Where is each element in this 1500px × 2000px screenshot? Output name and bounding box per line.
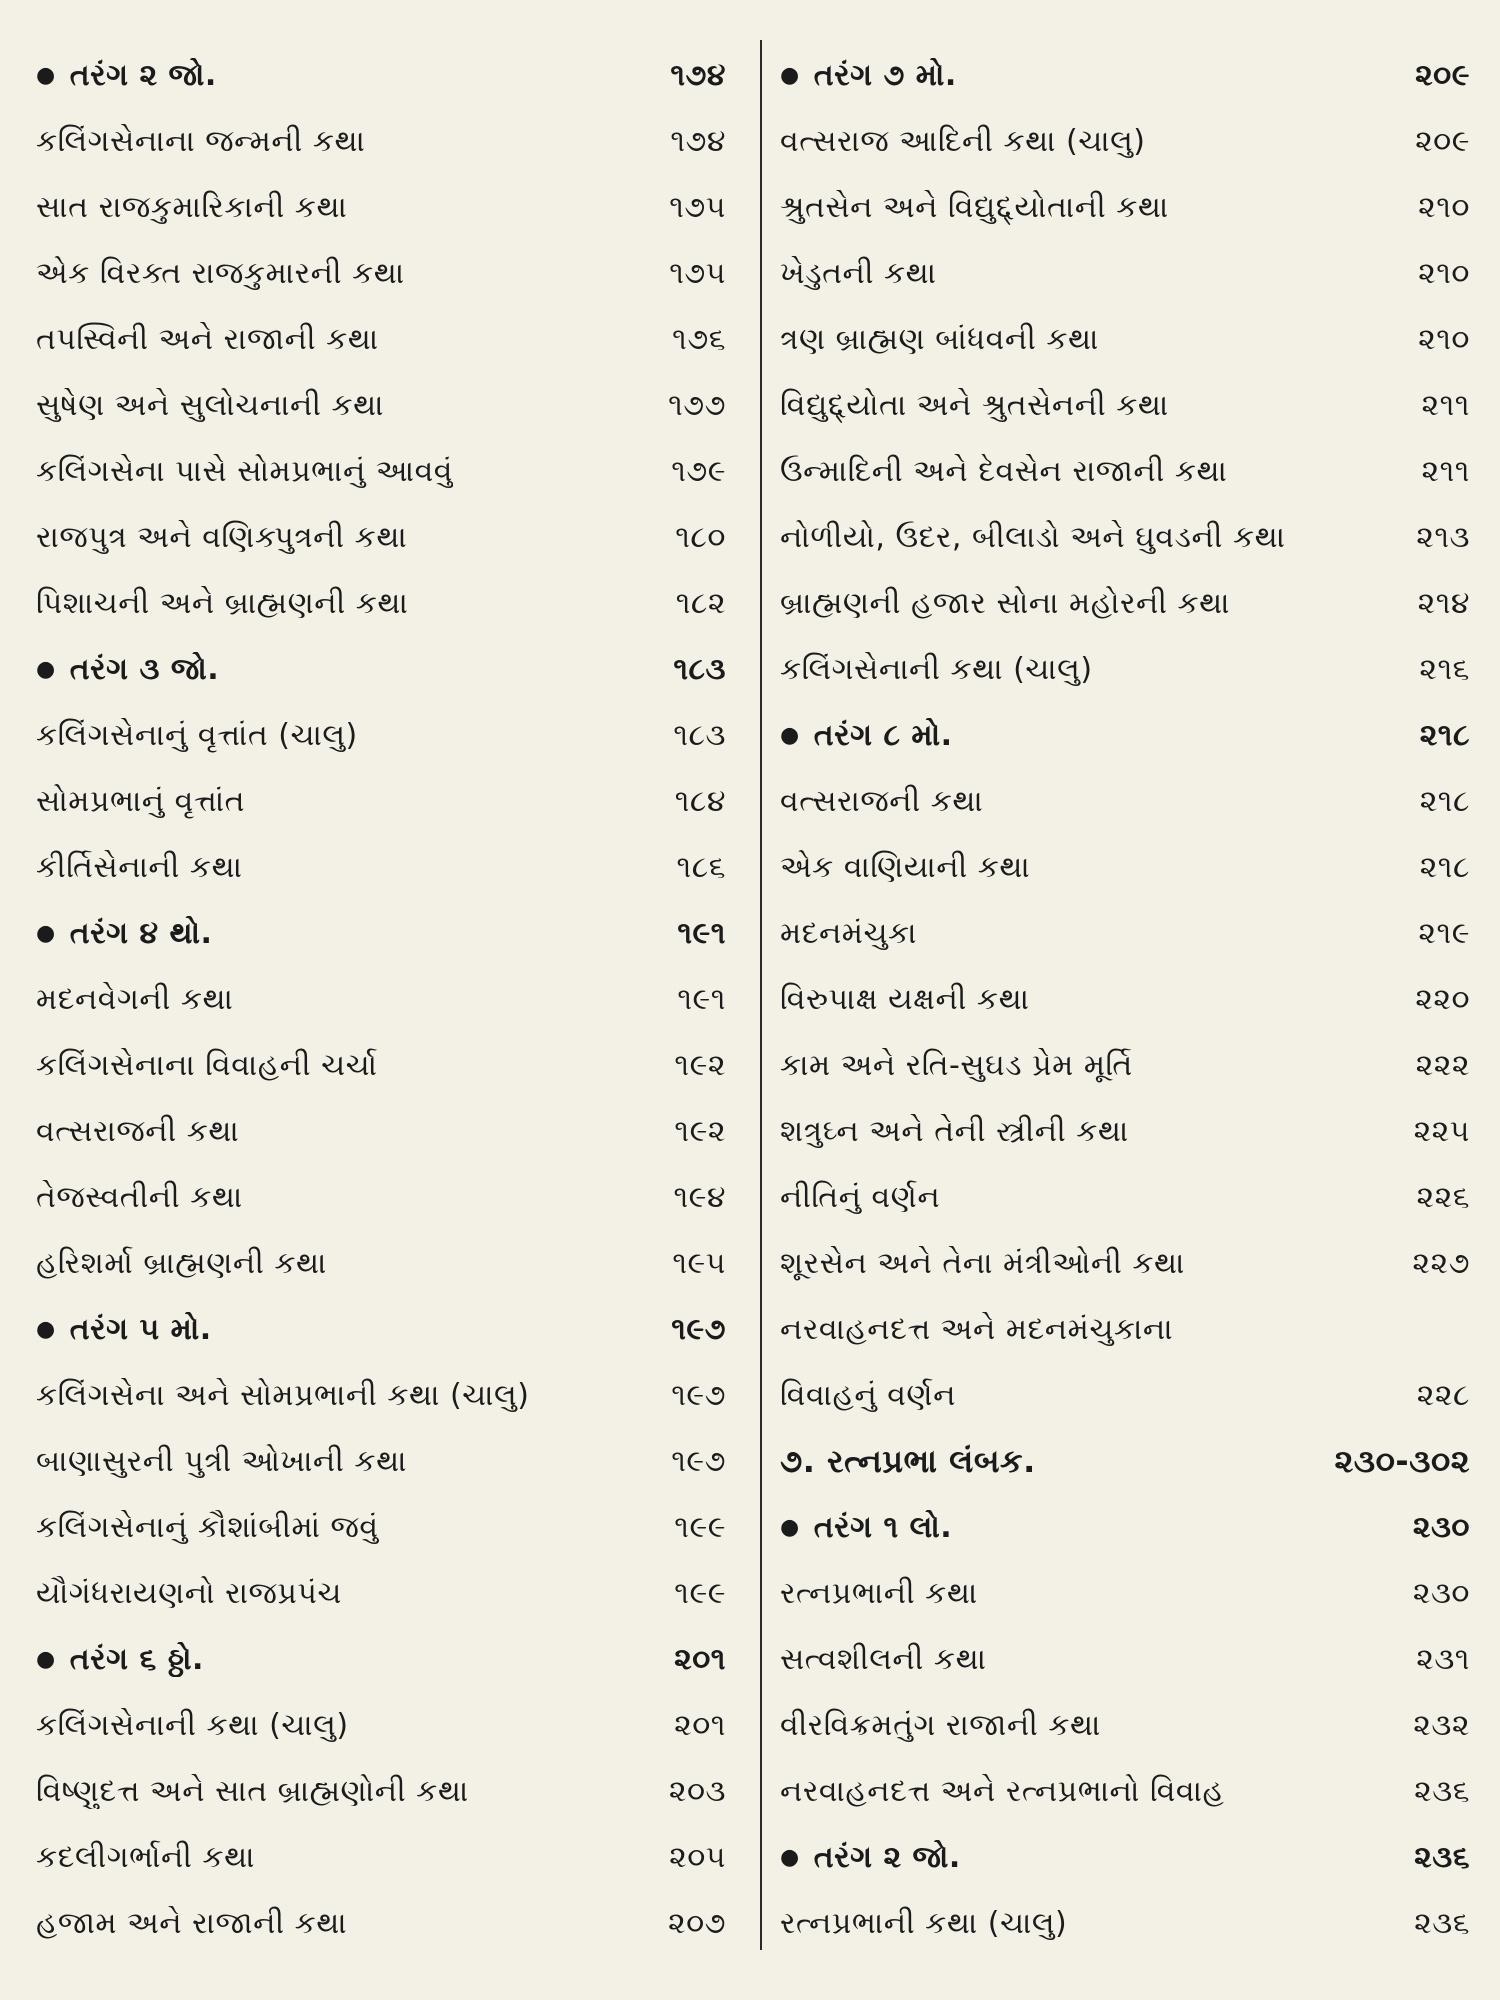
page-number: ૨૩૬ [1414, 1905, 1470, 1941]
entry-title: રત્નપ્રભાની કથા [780, 1575, 978, 1611]
entry-title: ● તરંગ ૩ જો. [36, 652, 219, 687]
page-number: ૨૦૧ [674, 1707, 726, 1743]
page-number: ૧૮૩ [673, 717, 726, 753]
contents-entry [780, 438, 1470, 504]
page-number: ૨૦૯ [1415, 123, 1470, 159]
page-number: ૧૮૪ [674, 783, 726, 819]
page-number: ૧૯૯ [674, 1509, 726, 1545]
contents-entry [780, 240, 1470, 306]
entry-title: સાત રાજકુમારિકાની કથા [36, 189, 348, 225]
right-column [780, 42, 1470, 1956]
page-number: ૨૨૨ [1415, 1047, 1470, 1083]
entry-title: ૭. રત્નપ્રભા લંબક. [780, 1441, 1036, 1480]
page-number: ૨૩૧ [1416, 1641, 1470, 1677]
page-number: ૧૯૨ [674, 1047, 726, 1083]
page-number: ૨૩૦-૩૦૨ [1334, 1441, 1470, 1480]
contents-entry [36, 438, 726, 504]
contents-entry [36, 306, 726, 372]
contents-entry [780, 1692, 1470, 1758]
entry-title: રાજપુત્ર અને વણિક્પુત્રની કથા [36, 519, 408, 555]
page-number: ૨૨૬ [1416, 1179, 1470, 1215]
contents-entry [780, 1362, 1470, 1428]
entry-title: બ્રાહ્મણની હજાર સોના મહોરની કથા [780, 585, 1231, 621]
page-number: ૨૧૦ [1418, 321, 1470, 357]
entry-title: કલિંગસેનાનું કૌશાંબીમાં જવું [36, 1509, 379, 1545]
page-number: ૨૧૧ [1421, 387, 1470, 423]
contents-entry [36, 1032, 726, 1098]
entry-title: શ્રુતસેન અને વિદ્યુદ્દ્યોતાની કથા [780, 189, 1169, 225]
page-number: ૧૭૪ [670, 123, 726, 159]
entry-title: રત્નપ્રભાની કથા (ચાલુ) [780, 1905, 1068, 1941]
taranga-heading [36, 1626, 726, 1692]
page-number: ૧૭૭ [668, 387, 726, 423]
entry-title: વત્સરાજ આદિની કથા (ચાલુ) [780, 123, 1146, 159]
page-number: ૨૧૬ [1419, 651, 1470, 687]
entry-title: ખેડુતની કથા [780, 255, 937, 291]
entry-title: તપસ્વિની અને રાજાની કથા [36, 321, 379, 357]
entry-title: કલિંગસેનાના વિવાહની ચર્ચા [36, 1047, 378, 1083]
contents-entry [36, 174, 726, 240]
contents-entry [780, 1560, 1470, 1626]
page-number: ૨૧૧ [1421, 453, 1470, 489]
page-number: ૧૯૭ [671, 1443, 726, 1479]
contents-entry [36, 108, 726, 174]
page-number: ૨૨૫ [1413, 1113, 1470, 1149]
entry-title: ● તરંગ ૨ જો. [780, 1840, 961, 1875]
page-number: ૨૧૮ [1419, 717, 1470, 753]
entry-title: સત્વશીલની કથા [780, 1641, 987, 1677]
page-number: ૧૯૭ [671, 1311, 726, 1347]
entry-title: વિદ્યુદ્દ્યોતા અને શ્રુતસેનની કથા [780, 387, 1169, 423]
entry-title: મદનમંચુકા [780, 915, 918, 951]
page-number: ૨૩૬ [1414, 1773, 1470, 1809]
page-number: ૨૧૦ [1418, 255, 1470, 291]
contents-entry [36, 1428, 726, 1494]
page-number: ૧૯૫ [672, 1245, 726, 1281]
contents-entry [780, 834, 1470, 900]
entry-title: સુષેણ અને સુલોચનાની કથા [36, 387, 384, 423]
contents-entry [36, 570, 726, 636]
page-number: ૨૧૪ [1417, 585, 1470, 621]
entry-title: બાણાસુરની પુત્રી ઓખાની કથા [36, 1443, 407, 1479]
entry-title: વત્સરાજની કથા [780, 783, 984, 819]
contents-entry [780, 1032, 1470, 1098]
entry-title: ● તરંગ ૬ ઠ્ઠો. [36, 1642, 204, 1677]
entry-title: તેજસ્વતીની કથા [36, 1179, 243, 1215]
contents-entry [36, 240, 726, 306]
contents-entry [36, 1098, 726, 1164]
entry-title: નરવાહનદત્ત અને મદનમંચુકાના [780, 1311, 1174, 1347]
entry-title: નોળીયો, ઉંદર, બીલાડો અને ઘુવડની કથા [780, 519, 1286, 555]
page-number: ૨૧૯ [1418, 915, 1470, 951]
contents-entry [36, 1230, 726, 1296]
left-column [36, 42, 726, 1956]
contents-entry [36, 768, 726, 834]
taranga-heading [36, 636, 726, 702]
entry-title: કલિંગસેનાની કથા (ચાલુ) [780, 651, 1093, 687]
contents-entry [36, 504, 726, 570]
contents-entry [780, 1230, 1470, 1296]
page-number: ૨૩૨ [1413, 1707, 1470, 1743]
contents-entry [780, 900, 1470, 966]
page-number: ૧૮૦ [675, 519, 726, 555]
taranga-heading [780, 1494, 1470, 1560]
entry-title: ● તરંગ ૫ મો. [36, 1312, 212, 1347]
entry-title: હજામ અને રાજાની કથા [36, 1905, 348, 1941]
page-number: ૨૧૮ [1419, 849, 1470, 885]
contents-entry [36, 372, 726, 438]
entry-title: ● તરંગ ૮ મો. [780, 718, 952, 753]
contents-entry [36, 1362, 726, 1428]
page-number: ૧૯૭ [671, 1377, 726, 1413]
entry-title: વિષ્ણુદત્ત અને સાત બ્રાહ્મણોની કથા [36, 1773, 469, 1809]
entry-title: મદનવેગની કથા [36, 981, 234, 1017]
taranga-heading [780, 42, 1470, 108]
entry-title: નીતિનું વર્ણન [780, 1179, 941, 1215]
page-number: ૧૯૧ [677, 981, 726, 1017]
page-number: ૨૦૫ [669, 1839, 726, 1875]
entry-title: વત્સરાજની કથા [36, 1113, 240, 1149]
column-divider [760, 40, 762, 1950]
contents-entry [780, 966, 1470, 1032]
contents-entry [780, 1164, 1470, 1230]
contents-entry [780, 1890, 1470, 1956]
page-number: ૨૦૩ [668, 1773, 726, 1809]
page-number: ૧૭૫ [669, 189, 726, 225]
contents-entry [780, 174, 1470, 240]
entry-title: હરિશર્મા બ્રાહ્મણની કથા [36, 1245, 327, 1281]
taranga-heading [36, 1296, 726, 1362]
page-number: ૨૩૦ [1412, 1575, 1470, 1611]
page-number: ૧૮૬ [676, 849, 726, 885]
page-number: ૨૧૮ [1419, 783, 1470, 819]
contents-entry [780, 768, 1470, 834]
page-number: ૧૯૯ [674, 1575, 726, 1611]
page-number: ૧૯૨ [674, 1113, 726, 1149]
entry-title: ઉન્માદિની અને દેવસેન રાજાની કથા [780, 453, 1228, 489]
entry-title: કલિંગસેના અને સોમપ્રભાની કથા (ચાલુ) [36, 1377, 530, 1413]
entry-title: એક વિરક્ત રાજકુમારની કથા [36, 255, 405, 291]
contents-entry [36, 1824, 726, 1890]
page-number: ૧૭૪ [670, 57, 726, 93]
contents-entry [36, 1692, 726, 1758]
contents-entry [780, 306, 1470, 372]
entry-title: કલિંગસેનાની કથા (ચાલુ) [36, 1707, 349, 1743]
page-number: ૧૯૪ [673, 1179, 726, 1215]
contents-entry [780, 1626, 1470, 1692]
page-number: ૨૨૦ [1415, 981, 1470, 1017]
contents-entry [780, 636, 1470, 702]
page-number: ૨૩૦ [1412, 1509, 1470, 1545]
page-number: ૧૯૧ [677, 915, 726, 951]
entry-title: શત્રુઘ્ન અને તેની સ્ત્રીની કથા [780, 1113, 1129, 1149]
entry-title: ● તરંગ ૭ મો. [780, 58, 957, 93]
entry-title: વિરુપાક્ષ યક્ષની કથા [780, 981, 1030, 1017]
contents-entry [36, 966, 726, 1032]
taranga-heading [36, 42, 726, 108]
contents-entry [780, 1758, 1470, 1824]
page-number: ૧૮૩ [673, 651, 726, 687]
entry-title: કલિંગસેના પાસે સોમપ્રભાનું આવવું [36, 453, 453, 489]
page-number: ૨૦૯ [1415, 57, 1470, 93]
page-number: ૧૭૯ [671, 453, 726, 489]
taranga-heading [780, 702, 1470, 768]
page-number: ૨૧૦ [1418, 189, 1470, 225]
contents-entry [780, 1098, 1470, 1164]
entry-title: કીર્તિસેનાની કથા [36, 849, 243, 885]
contents-entry [36, 1890, 726, 1956]
page-number: ૧૭૫ [669, 255, 726, 291]
entry-title: નરવાહનદત્ત અને રત્નપ્રભાનો વિવાહ [780, 1773, 1225, 1809]
page-number: ૨૧૩ [1416, 519, 1470, 555]
contents-entry [36, 834, 726, 900]
entry-title: પિશાચની અને બ્રાહ્મણની કથા [36, 585, 409, 621]
contents-entry [36, 1164, 726, 1230]
contents-entry [780, 108, 1470, 174]
page-number: ૨૩૬ [1414, 1839, 1470, 1875]
entry-title: વીરવિક્રમતુંગ રાજાની કથા [780, 1707, 1101, 1743]
entry-title: એક વાણિયાની કથા [780, 849, 1031, 885]
page-number: ૧૭૬ [672, 321, 726, 357]
contents-entry [36, 702, 726, 768]
contents-entry [780, 504, 1470, 570]
contents-entry [780, 570, 1470, 636]
entry-title: કલિંગસેનાનું વૃત્તાંત (ચાલુ) [36, 717, 358, 753]
entry-title: ● તરંગ ૧ લો. [780, 1510, 952, 1545]
entry-title: કલિંગસેનાના જન્મની કથા [36, 123, 366, 159]
entry-title: કદલીગર્ભાની કથા [36, 1839, 255, 1875]
entry-title: ● તરંગ ૪ થો. [36, 916, 212, 951]
contents-entry [36, 1560, 726, 1626]
entry-title: યૌગંધરાયણનો રાજપ્રપંચ [36, 1575, 342, 1611]
taranga-heading [780, 1824, 1470, 1890]
entry-title: શૂરસેન અને તેના મંત્રીઓની કથા [780, 1245, 1185, 1281]
contents-entry [780, 1296, 1470, 1362]
page-number: ૨૨૭ [1412, 1245, 1470, 1281]
entry-title: સોમપ્રભાનું વૃત્તાંત [36, 783, 246, 819]
page-number: ૨૦૧ [674, 1641, 726, 1677]
entry-title: કામ અને રતિ-સુઘડ પ્રેમ મૂર્તિ [780, 1047, 1133, 1083]
section-heading [780, 1428, 1470, 1494]
entry-title: ● તરંગ ૨ જો. [36, 58, 217, 93]
contents-entry [36, 1758, 726, 1824]
page-number: ૨૨૮ [1416, 1377, 1470, 1413]
entry-title: ત્રણ બ્રાહ્મણ બાંધવની કથા [780, 321, 1099, 357]
taranga-heading [36, 900, 726, 966]
entry-title: વિવાહનું વર્ણન [780, 1377, 956, 1413]
page-number: ૨૦૭ [667, 1905, 726, 1941]
contents-entry [780, 372, 1470, 438]
page-number: ૧૮૨ [675, 585, 726, 621]
contents-entry [36, 1494, 726, 1560]
